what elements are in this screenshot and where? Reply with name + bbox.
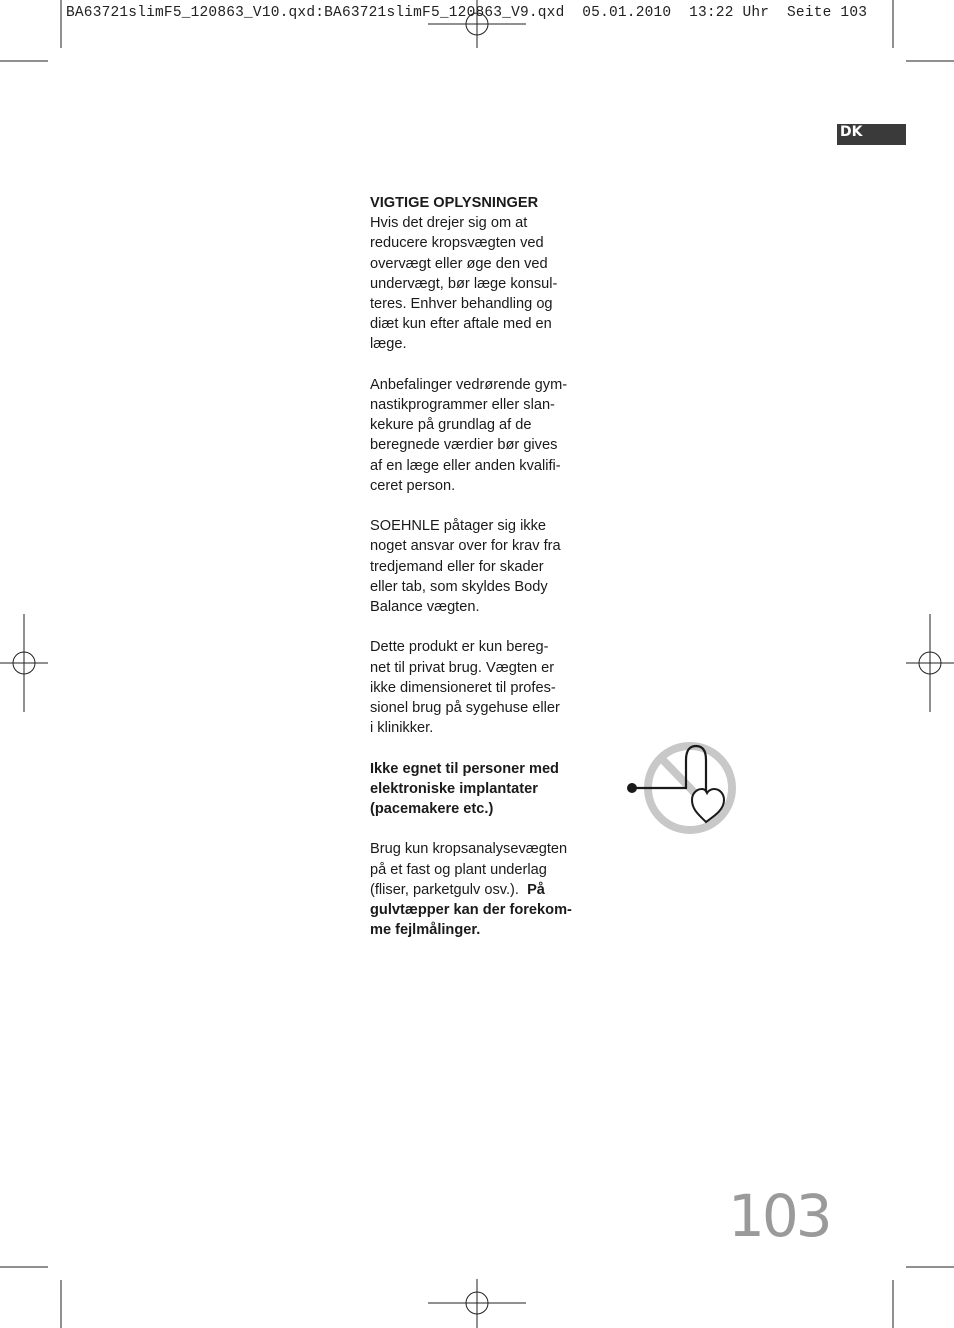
text-line: Anbefalinger vedrørende gym- bbox=[370, 376, 568, 393]
text-line: SOEHNLE påtager sig ikke bbox=[370, 518, 547, 535]
text-line: me fejlmålinger. bbox=[370, 922, 481, 939]
text-line: Dette produkt er kun bereg- bbox=[370, 639, 549, 656]
language-tab: DK bbox=[837, 124, 906, 145]
print-slug-line: BA63721slimF5_120863_V10.qxd:BA63721slimF5_120863_V9.qxd 05.01.2010 13:22 Uhr Seite 103 bbox=[66, 5, 868, 21]
text-line: ikke dimensioneret til profes- bbox=[370, 679, 556, 696]
page-number: 103 bbox=[728, 1182, 830, 1250]
text-line: diæt kun efter aftale med en bbox=[370, 316, 552, 333]
text-line bbox=[370, 880, 590, 900]
text-line: net til privat brug. Vægten er bbox=[370, 659, 555, 676]
text-line: læge. bbox=[370, 336, 407, 353]
text-line: gulvtæpper kan der forekom- bbox=[370, 902, 572, 919]
text-line: beregnede værdier bør gives bbox=[370, 437, 558, 454]
text-line: Balance vægten. bbox=[370, 599, 480, 616]
text-line: Brug kun kropsanalysevægten bbox=[370, 841, 568, 858]
text-line: sionel brug på sygehuse eller bbox=[370, 700, 560, 717]
text-line: på et fast og plant underlag bbox=[370, 861, 547, 878]
implant-warning-paragraph bbox=[370, 759, 590, 820]
text-line: nastikprogrammer eller slan- bbox=[370, 397, 555, 414]
text-line: i klinikker. bbox=[370, 720, 434, 737]
liability-paragraph bbox=[370, 516, 590, 617]
recommendations-paragraph bbox=[370, 375, 590, 496]
text-line: elektroniske implantater bbox=[370, 780, 538, 797]
text-column bbox=[370, 193, 590, 961]
text-line: teres. Enhver behandling og bbox=[370, 296, 553, 313]
text-line: kekure på grundlag af de bbox=[370, 417, 532, 434]
surface-paragraph bbox=[370, 839, 590, 940]
text-line: af en læge eller anden kvalifi- bbox=[370, 457, 561, 474]
text-line: undervægt, bør læge konsul- bbox=[370, 275, 558, 292]
text-line: reducere kropsvægten ved bbox=[370, 235, 544, 252]
text-line: tredjemand eller for skader bbox=[370, 558, 544, 575]
text-line: overvægt eller øge den ved bbox=[370, 255, 548, 272]
text-line: ceret person. bbox=[370, 477, 456, 494]
text-segment-bold: På bbox=[527, 881, 545, 898]
section-heading: VIGTIGE OPLYSNINGER bbox=[370, 195, 539, 211]
private-use-paragraph bbox=[370, 637, 590, 738]
text-line: eller tab, som skyldes Body bbox=[370, 578, 548, 595]
text-line: (pacemakere etc.) bbox=[370, 801, 494, 818]
important-info-paragraph bbox=[370, 193, 590, 355]
text-segment: (fliser, parketgulv osv.). bbox=[370, 881, 519, 898]
text-line: Ikke egnet til personer med bbox=[370, 760, 559, 777]
no-pacemaker-icon bbox=[620, 738, 742, 840]
text-line: noget ansvar over for krav fra bbox=[370, 538, 561, 555]
text-line: Hvis det drejer sig om at bbox=[370, 215, 528, 232]
